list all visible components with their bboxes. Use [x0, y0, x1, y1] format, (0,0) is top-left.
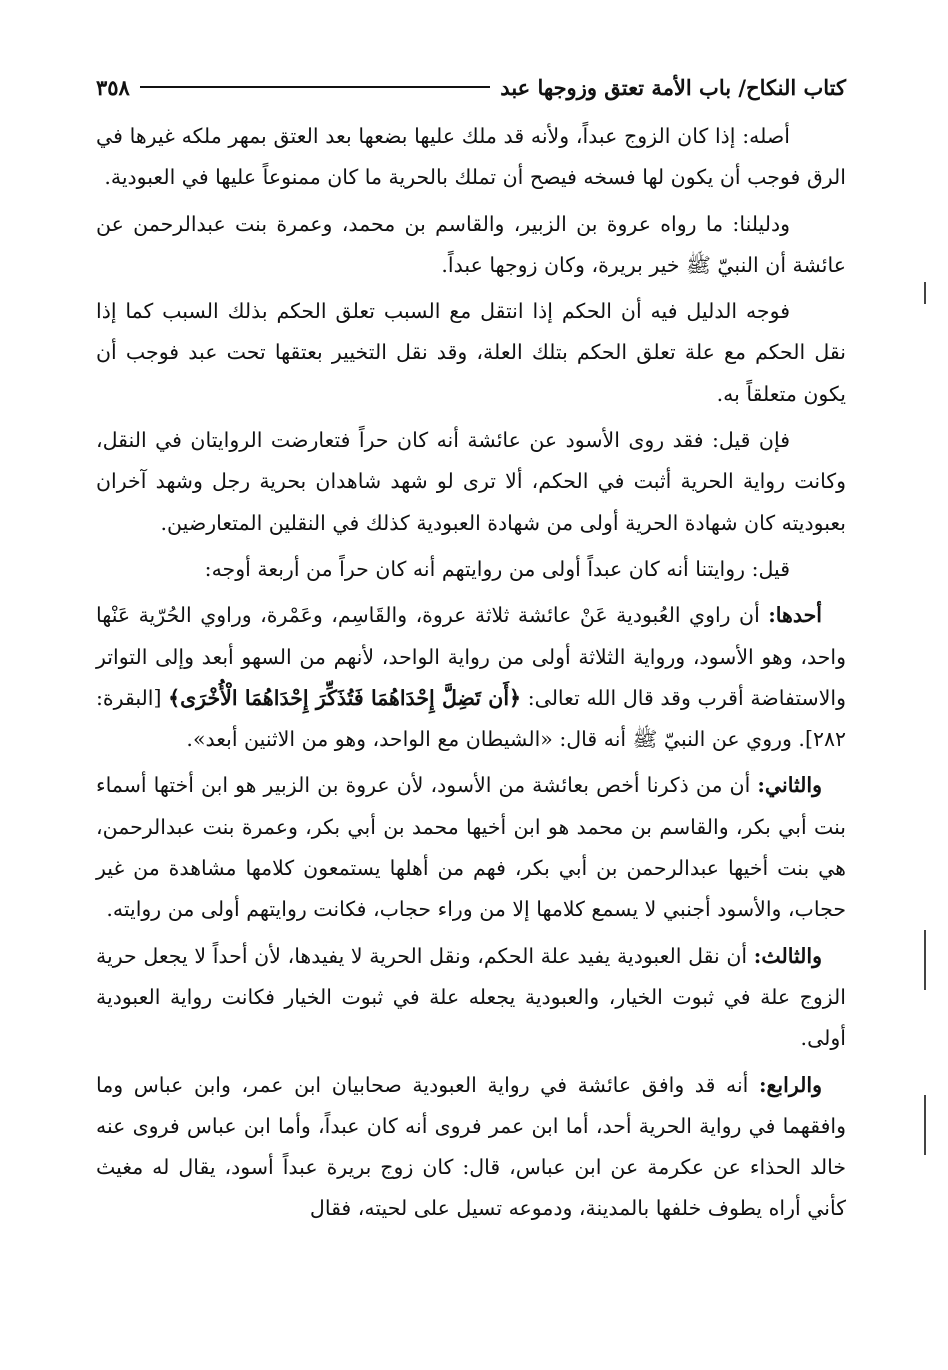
paragraph-text: فإن قيل: فقد روى الأسود عن عائشة أنه كان حراً فتعارضت الروايتان في النقل، وكانت رواية الحرية أثبت في الحكم، ألا ترى لو شهد شاهدان بحرية رجل وشهد آخران بعبوديته كان شهادة الحرية أولى من شهادة العبودية كذلك في النقلين المتعارضين.: [96, 428, 846, 535]
header-divider: [140, 86, 490, 88]
margin-mark: [924, 930, 926, 990]
paragraph-text: [البقرة: ٢٨٢]. وروي عن النبيّ ﷺ أنه قال: «الشيطان مع الواحد، وهو من الاثنين أبعد».: [96, 685, 846, 752]
margin-mark: [924, 1095, 926, 1155]
paragraph-lead: والثاني:: [757, 773, 822, 798]
paragraph: [96, 549, 846, 590]
paragraph: [96, 420, 846, 544]
paragraph: [96, 595, 846, 760]
paragraph: [96, 765, 846, 930]
paragraph: [96, 204, 846, 287]
paragraph-text: أنه قد وافق عائشة في رواية العبودية صحابيان ابن عمر، وابن عباس وما وافقهما في رواية الحرية أحد، أما ابن عمر فروى أنه كان عبداً، وأما ابن عباس فروى عنه خالد الحذاء عن عكرمة عن ابن عباس، قال: كان زوج بريرة عبداً أسود، يقال له مغيث كأني أراه يطوف خلفها بالمدينة، ودموعه تسيل على لحيته، فقال: [96, 1072, 846, 1221]
paragraph: [96, 1065, 846, 1230]
page-header: [96, 60, 846, 114]
paragraph-text: أصله: إذا كان الزوج عبداً، ولأنه قد ملك عليها بضعها بعد العتق بمهر ملكه غيرها في الرق فوجب أن يكون لها فسخه فيصح أن تملك بالحرية ما كان ممنوعاً عليها في العبودية.: [96, 124, 846, 190]
paragraph: [96, 116, 846, 199]
paragraph-lead: أحدها:: [768, 603, 822, 628]
paragraph-lead: والرابع:: [758, 1072, 822, 1097]
paragraph: [96, 291, 846, 415]
paragraph-text: ودليلنا: ما رواه عروة بن الزبير، والقاسم بن محمد، وعمرة بنت عبدالرحمن عن عائشة أن النبيّ ﷺ خير بريرة، وكان زوجها عبداً.: [96, 211, 846, 277]
paragraph-text: أن راوي العُبودية عَنْ عائشة ثلاثة عروة، والقَاسِم، وعَمْرة، وراوي الحُرّية عَنْها واحد، وهو الأسود، ورواية الثلاثة أولى من رواية الواحد، لأنهم من السهو أبعد وإلى التواتر والاستفاضة أقرب وقد قال الله تعالى:: [96, 603, 846, 710]
paragraph-text: أن نقل العبودية يفيد علة الحكم، ونقل الحرية لا يفيدها، لأن أحداً لا يجعل حرية الزوج علة في ثبوت الخيار، والعبودية يجعله علة في ثبوت الخيار فكانت رواية العبودية أولى.: [96, 943, 846, 1051]
paragraph-text: أن من ذكرنا أخص بعائشة من الأسود، لأن عروة بن الزبير هو ابن أختها أسماء بنت أبي بكر، والقاسم بن محمد هو ابن أخيها محمد بن أبي بكر، وعمرة بنت عبدالرحمن، هي بنت أخيها عبدالرحمن بن أبي بكر، فهم من أهلها يستمعون كلامها مشاهدة من غير حجاب، والأسود أجنبي لا يسمع كلامها إلا من وراء حجاب، فكانت روايتهم أولى من روايته.: [96, 773, 846, 922]
page-number: ٣٥٨: [96, 74, 130, 100]
paragraph-text: قيل: روايتنا أنه كان عبداً أولى من روايتهم أنه كان حراً من أربعة أوجه:: [204, 556, 790, 581]
page: [96, 60, 846, 1235]
quran-verse: ﴿أَن تَضِلَّ إِحْدَاهُمَا فَتُذَكِّرَ إِحْدَاهُمَا الْأُخْرَى﴾: [168, 685, 522, 710]
paragraph-text: فوجه الدليل فيه أن الحكم إذا انتقل مع السبب تعلق الحكم بذلك السبب كما إذا نقل الحكم مع علة تعلق الحكم بتلك العلة، وقد نقل التخيير بعتقها تحت عبد فوجب أن يكون متعلقاً به.: [96, 299, 846, 406]
chapter-title: كتاب النكاح/ باب الأمة تعتق وزوجها عبد: [500, 74, 846, 100]
page-body: [96, 116, 846, 1230]
paragraph-lead: والثالث:: [753, 943, 822, 968]
margin-mark: [924, 282, 926, 304]
paragraph: [96, 936, 846, 1060]
